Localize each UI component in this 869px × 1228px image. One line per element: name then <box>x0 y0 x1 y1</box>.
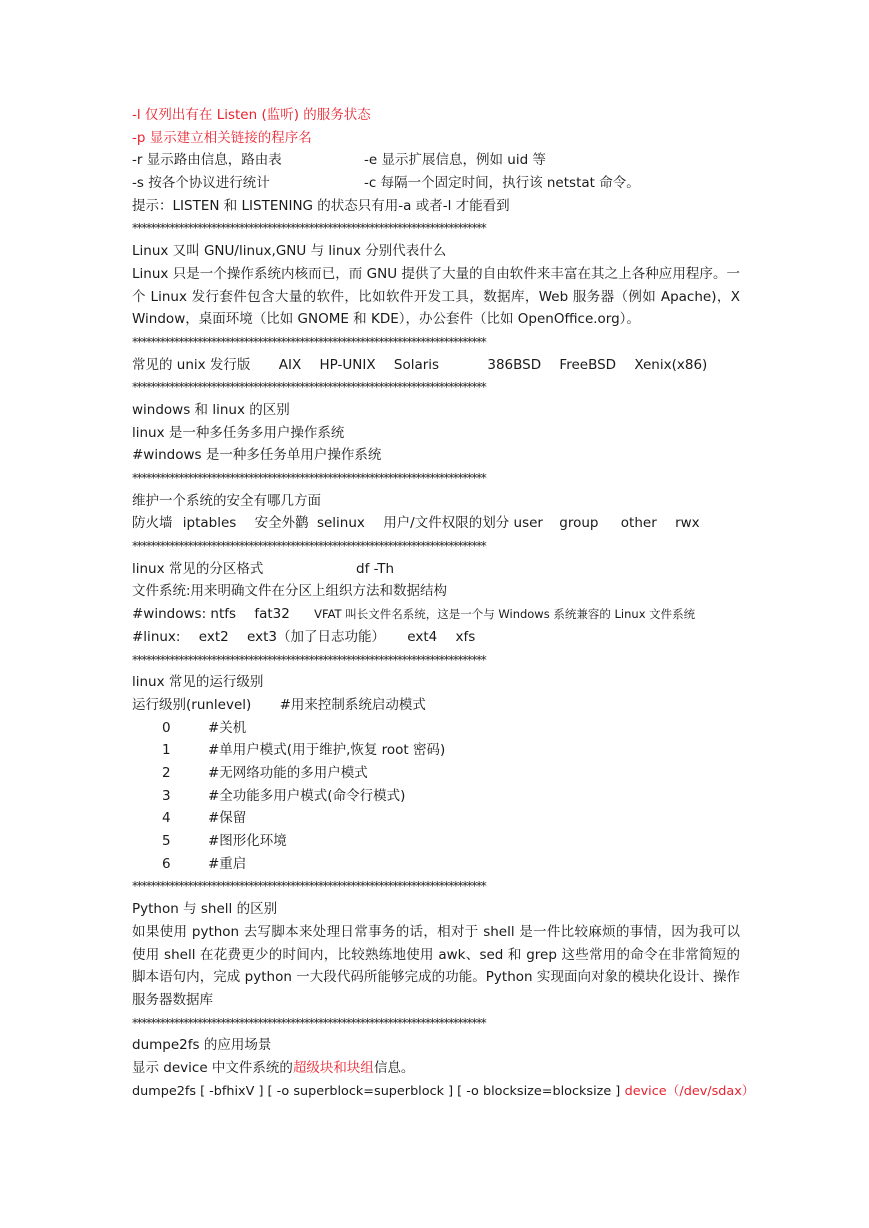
security-item: selinux <box>316 515 365 532</box>
partition-heading-row <box>132 558 740 581</box>
dumpe2fs-syntax <box>132 1080 755 1103</box>
netstat-s-option: -s 按各个协议进行统计 <box>132 175 270 192</box>
runlevel-intro <box>132 694 740 717</box>
unix-item: FreeBSD <box>559 356 617 373</box>
partition-command: df -Th <box>356 560 395 577</box>
runlevel-desc: #图形化环境 <box>208 833 287 850</box>
runlevel-row <box>132 785 740 808</box>
runlevel-desc: #单用户模式(用于维护,恢复 root 密码) <box>208 742 446 759</box>
separator: **************************************************************************** <box>132 879 486 894</box>
runlevel-number: 5 <box>162 833 171 850</box>
runlevel-number: 1 <box>162 742 171 759</box>
runlevel-desc: #无网络功能的多用户模式 <box>208 764 368 781</box>
security-item: 用户/文件权限的划分 user <box>383 515 543 532</box>
security-items <box>132 512 740 535</box>
partition-vfat-note: VFAT 叫长文件名系统，这是一个与 Windows 系统兼容的 Linux 文件系统 <box>314 607 696 622</box>
security-item: iptables <box>182 515 237 532</box>
netstat-l-option: -l 仅列出有在 Listen (监听) 的服务状态 <box>132 107 371 123</box>
separator: **************************************************************************** <box>132 471 486 486</box>
netstat-row-r-e <box>132 149 740 172</box>
runlevel-number: 2 <box>162 764 171 781</box>
runlevel-row <box>132 717 740 740</box>
separator: **************************************************************************** <box>132 334 486 349</box>
runlevel-heading: linux 常见的运行级别 <box>132 674 264 691</box>
gnu-body: Linux 只是一个操作系统内核而已，而 GNU 提供了大量的自由软件来丰富在其之上各种应用程序。一个 Linux 发行套件包含大量的软件，比如软件开发工具，数据库，Web 服务器（例如 Apache)，X Window，桌面环境（比如 GNOME 和 KDE），办公套件（比如 OpenOffice.org）。 <box>132 265 740 328</box>
netstat-row-s-c <box>132 172 740 195</box>
gnu-heading: Linux 又叫 GNU/linux,GNU 与 linux 分别代表什么 <box>132 243 447 260</box>
partition-linux-item: ext4 <box>407 628 438 645</box>
partition-windows-row <box>132 603 740 626</box>
runlevel-desc: #全功能多用户模式(命令行模式) <box>208 787 406 804</box>
partition-linux-row <box>132 626 740 649</box>
partition-fs-def: 文件系统:用来明确文件在分区上组织方法和数据结构 <box>132 583 448 600</box>
runlevel-number: 3 <box>162 787 171 804</box>
dumpe2fs-desc-highlight: 超级块和块组 <box>292 1059 374 1076</box>
runlevel-desc: #关机 <box>208 719 247 736</box>
security-item: 安全外鹳 <box>254 515 309 532</box>
dumpe2fs-desc-text: 显示 device 中文件系统的 <box>132 1059 293 1076</box>
unix-item: Xenix(x86) <box>634 356 708 373</box>
separator: **************************************************************************** <box>132 380 486 395</box>
separator: **************************************************************************** <box>132 221 486 236</box>
winlinux-line: linux 是一种多任务多用户操作系统 <box>132 424 345 441</box>
runlevel-number: 6 <box>162 855 171 872</box>
unix-distros <box>132 354 740 377</box>
document-page <box>132 104 755 1102</box>
python-body: 如果使用 python 去写脚本来处理日常事务的话，相对于 shell 是一件比较麻烦的事情，因为我可以使用 shell 在花费更少的时间内，比较熟练地使用 awk、sed 和 grep 这些常用的命令在非常简短的脚本语句内，完成 python 一大段代码所能够完成的功能。Python 实现面向对象的模块化设计、操作服务器数据库 <box>132 923 740 1008</box>
unix-item: Solaris <box>393 356 440 373</box>
partition-linux-label: #linux: <box>132 628 181 645</box>
runlevel-row <box>132 739 740 762</box>
unix-item: HP-UNIX <box>319 356 376 373</box>
separator: **************************************************************************** <box>132 539 486 554</box>
runlevel-row <box>132 762 740 785</box>
security-item: group <box>559 515 599 532</box>
unix-item: 386BSD <box>487 356 542 373</box>
dumpe2fs-heading: dumpe2fs 的应用场景 <box>132 1037 272 1054</box>
dumpe2fs-desc <box>132 1057 740 1080</box>
security-item: other <box>620 515 657 532</box>
python-heading: Python 与 shell 的区别 <box>132 901 278 918</box>
runlevel-desc: #保留 <box>208 810 247 827</box>
partition-linux-item: ext2 <box>198 628 229 645</box>
runlevel-row <box>132 830 740 853</box>
unix-item: AIX <box>278 356 302 373</box>
security-heading: 维护一个系统的安全有哪几方面 <box>132 492 321 509</box>
partition-windows-label: #windows: ntfs <box>132 606 237 623</box>
runlevel-intro-comment: #用来控制系统启动模式 <box>279 696 426 713</box>
dumpe2fs-syntax-text: dumpe2fs [ -bfhixV ] [ -o superblock=superblock ] [ -o blocksize=blocksize ] <box>132 1083 621 1099</box>
dumpe2fs-syntax-device: device（/dev/sdax） <box>624 1083 755 1099</box>
runlevel-number: 4 <box>162 810 171 827</box>
netstat-r-option: -r 显示路由信息，路由表 <box>132 152 282 169</box>
runlevel-number: 0 <box>162 719 171 736</box>
runlevel-row <box>132 807 740 830</box>
winlinux-line: #windows 是一种多任务单用户操作系统 <box>132 447 382 464</box>
runlevel-intro-label: 运行级别(runlevel) <box>132 696 252 713</box>
separator: **************************************************************************** <box>132 1015 486 1030</box>
netstat-c-option: -c 每隔一个固定时间，执行该 netstat 命令。 <box>364 175 640 192</box>
separator: **************************************************************************** <box>132 652 486 667</box>
netstat-tip: 提示：LISTEN 和 LISTENING 的状态只有用-a 或者-l 才能看到 <box>132 197 510 214</box>
runlevel-desc: #重启 <box>208 855 247 872</box>
security-item: rwx <box>675 515 700 532</box>
netstat-e-option: -e 显示扩展信息，例如 uid 等 <box>364 152 546 169</box>
winlinux-heading: windows 和 linux 的区别 <box>132 401 290 418</box>
partition-linux-item: xfs <box>455 628 476 645</box>
unix-label: 常见的 unix 发行版 <box>132 356 251 373</box>
netstat-p-option: -p 显示建立相关链接的程序名 <box>132 129 312 146</box>
partition-windows-fat: fat32 <box>254 606 290 623</box>
security-item: 防火墙 <box>132 515 173 532</box>
dumpe2fs-desc-end: 信息。 <box>373 1059 415 1076</box>
partition-linux-item: ext3（加了日志功能） <box>247 628 385 645</box>
partition-heading: linux 常见的分区格式 <box>132 560 264 577</box>
runlevel-row <box>132 853 740 876</box>
